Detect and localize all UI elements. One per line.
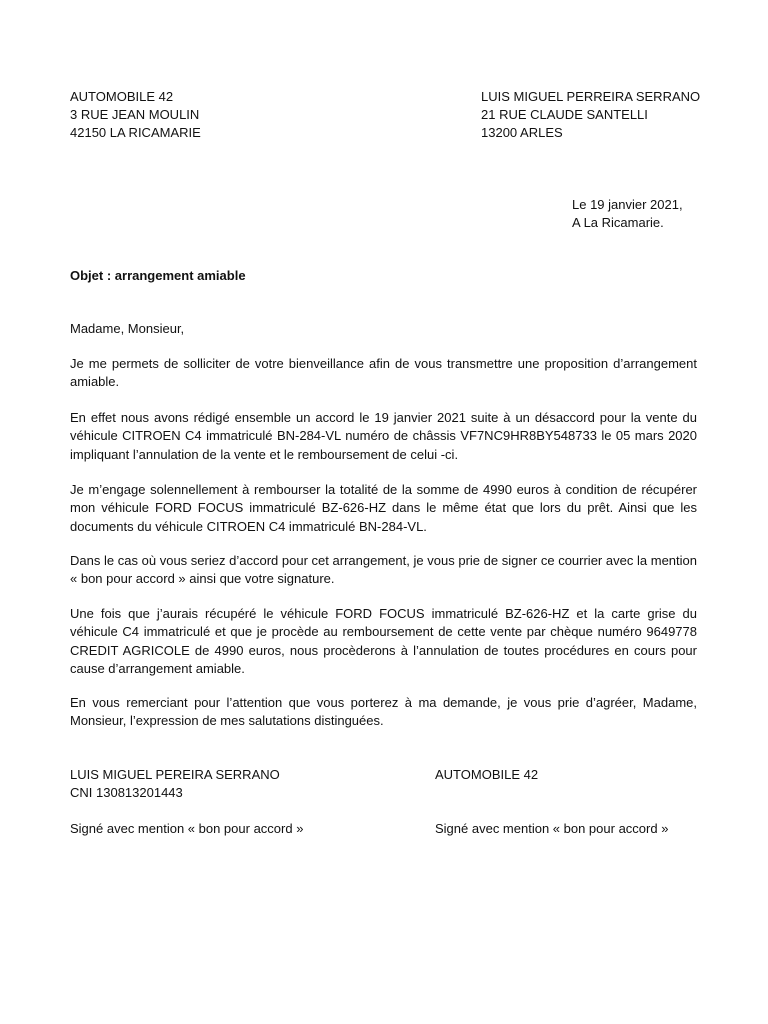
sender-city: 42150 LA RICAMARIE <box>70 125 201 140</box>
signature-left <box>70 766 280 802</box>
letter-date: Le 19 janvier 2021, <box>572 197 683 212</box>
signatory-left-id: CNI 130813201443 <box>70 785 183 800</box>
paragraph-context: En effet nous avons rédigé ensemble un accord le 19 janvier 2021 suite à un désaccord pour la vente du véhicule CITROEN C4 immatriculé BN-284-VL numéro de châssis VF7NC9HR8BY548733 le 05 mars 2020 impliquant l’annulation de la vente et le remboursement de celui -ci. <box>70 410 697 462</box>
signatory-left-name: LUIS MIGUEL PEREIRA SERRANO <box>70 767 280 782</box>
letter-place: A La Ricamarie. <box>572 215 664 230</box>
signature-right <box>435 766 538 784</box>
paragraph-request: Je me permets de solliciter de votre bienveillance afin de vous transmettre une proposition d’arrangement amiable. <box>70 356 697 390</box>
mention-left: Signé avec mention « bon pour accord » <box>70 821 304 836</box>
paragraph-commitment: Je m’engage solennellement à rembourser la totalité de la somme de 4990 euros à condition de récupérer mon véhicule FORD FOCUS immatriculé BZ-626-HZ dans le même état que lors du prêt. Ainsi que les documents du véhicule CITROEN C4 immatriculé BN-284-VL. <box>70 482 697 534</box>
letter-subject: Objet : arrangement amiable <box>70 268 246 283</box>
date-place <box>572 196 683 232</box>
sender-name: AUTOMOBILE 42 <box>70 89 174 104</box>
sender-street: 3 RUE JEAN MOULIN <box>70 107 200 122</box>
paragraph-agreement-request: Dans le cas où vous seriez d’accord pour cet arrangement, je vous prie de signer ce courrier avec la mention « bon pour accord » ainsi que votre signature. <box>70 553 697 587</box>
sender-address <box>70 88 201 142</box>
paragraph-procedure: Une fois que j’aurais récupéré le véhicule FORD FOCUS immatriculé BZ-626-HZ et la carte grise du véhicule C4 immatriculé et que je procède au remboursement de cette vente par chèque numéro 9649778 CREDIT AGRICOLE de 4990 euros, nous procèderons à l’annulation de toutes procédures en cours pour cause d’arrangement amiable. <box>70 606 697 676</box>
recipient-city: 13200 ARLES <box>481 125 563 140</box>
mention-right: Signé avec mention « bon pour accord » <box>435 821 669 836</box>
recipient-name: LUIS MIGUEL PERREIRA SERRANO <box>481 89 701 104</box>
letter-salutation: Madame, Monsieur, <box>70 321 185 336</box>
recipient-address <box>481 88 700 142</box>
recipient-street: 21 RUE CLAUDE SANTELLI <box>481 107 648 122</box>
paragraph-closing: En vous remerciant pour l’attention que vous porterez à ma demande, je vous prie d’agréer, Madame, Monsieur, l’expression de mes salutations distinguées. <box>70 695 697 729</box>
signatory-right-name: AUTOMOBILE 42 <box>435 767 539 782</box>
